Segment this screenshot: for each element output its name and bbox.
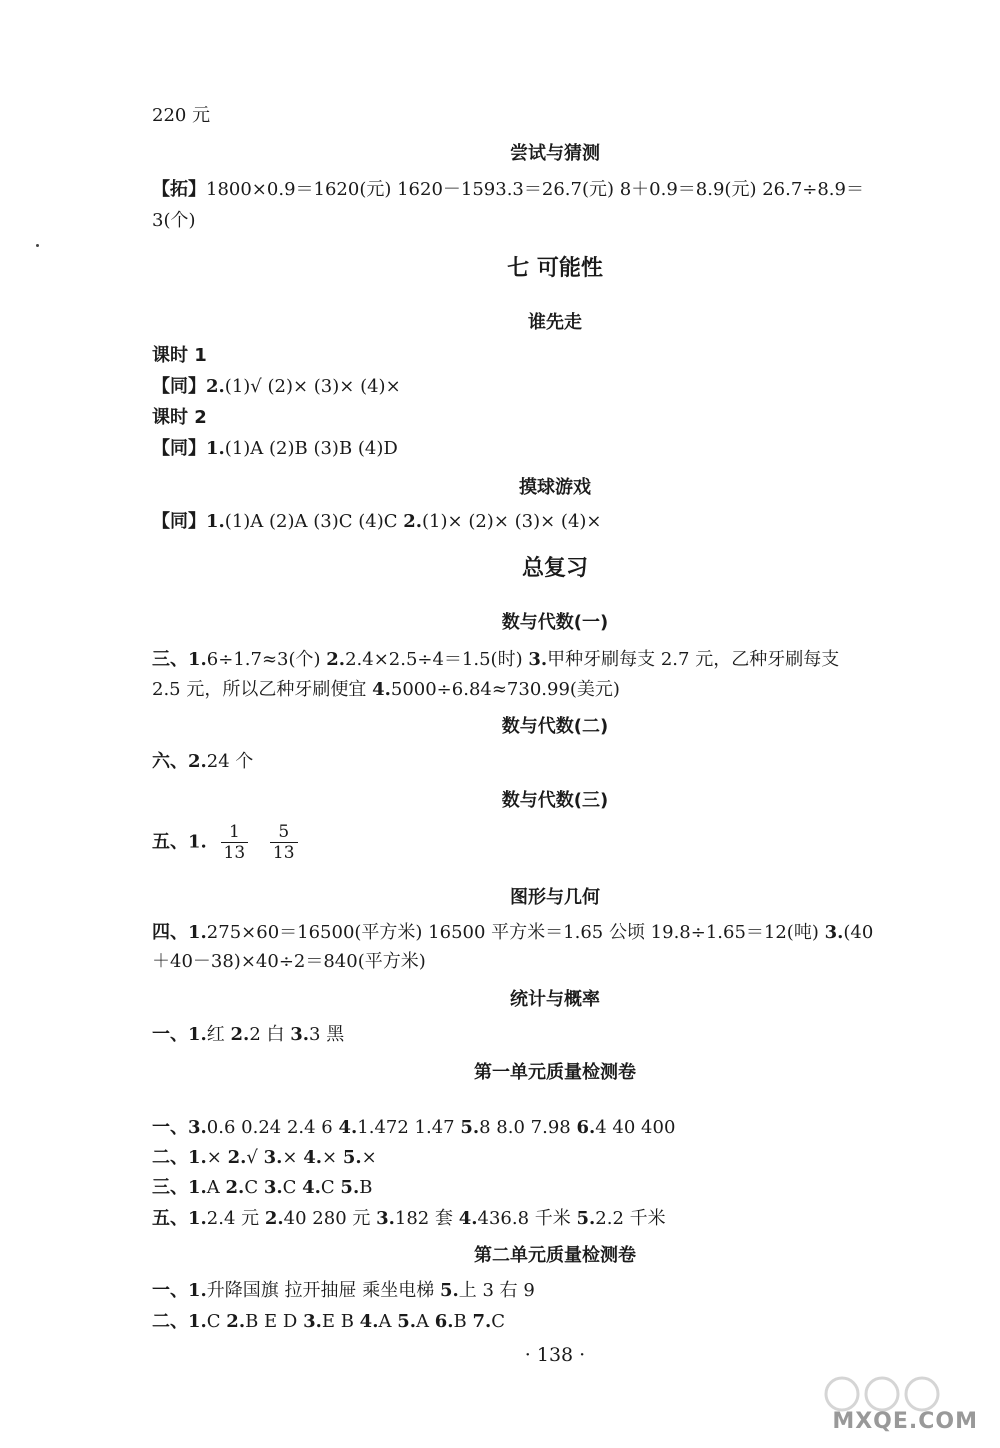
question-number: 4. [302,1177,321,1198]
answer-line [152,648,839,672]
answer-text: 2.4×2.5÷4＝1.5(时) [345,649,529,670]
answer-text: C [206,1311,227,1332]
question-number: 1. [206,438,225,459]
question-number: 6. [434,1311,454,1332]
answer-line [152,375,401,399]
question-number: 3. [824,922,844,943]
answer-line: 220 元 [152,105,211,126]
question-number: 三、1. [152,649,207,670]
answer-text: 40 280 元 [283,1208,377,1229]
answer-text: × [322,1147,343,1168]
question-number: 3. [528,649,548,670]
question-number: 2. [226,1311,246,1332]
question-number: 5. [342,1147,362,1168]
answer-text: 升降国旗 拉开抽屉 乘坐电梯 [206,1280,440,1301]
question-number: 2. [230,1024,250,1045]
answer-text: 2 白 [249,1024,291,1045]
lesson-label: 课时 2 [152,407,207,428]
question-number: 4. [372,679,391,700]
answer-text: C [282,1177,303,1198]
answer-text: B [359,1177,373,1198]
answer-text: B [453,1311,473,1332]
answer-text: C [244,1177,264,1198]
answer-line [152,1023,344,1047]
section-title: 摸球游戏 [519,477,591,498]
answer-text: E B [321,1311,360,1332]
answer-text: 3 黑 [309,1024,345,1045]
section-title: 数与代数(一) [501,612,609,633]
answer-text: C [320,1177,341,1198]
answer-text: × [361,1147,377,1168]
answer-text: 182 套 [394,1208,459,1229]
question-number: 2. [326,649,346,670]
question-number: 5. [340,1177,360,1198]
answer-text: × [282,1147,304,1168]
question-number: 四、1. [152,922,207,943]
question-number: 三、1. [152,1177,207,1198]
answer-text: √ [246,1147,264,1168]
answer-text: (40 [843,922,874,943]
answer-text: × [206,1147,228,1168]
page-number: · 138 · [524,1344,586,1366]
answer-text: 24 个 [206,751,254,772]
answer-line [152,750,253,774]
answer-text: 2.2 千米 [595,1208,666,1229]
watermark-text: MXQE.COM [832,1409,978,1434]
question-number: 3. [263,1177,283,1198]
answer-line [152,178,864,202]
answer-text: B E D [245,1311,304,1332]
question-number: 一、3. [152,1117,207,1138]
section-title: 第二单元质量检测卷 [474,1245,636,1266]
question-number: 5. [460,1117,480,1138]
answer-text: 红 [206,1024,231,1045]
answer-text: 6÷1.7≈3(个) [206,649,327,670]
section-title: 统计与概率 [510,989,600,1010]
answer-label: 【同】 [152,376,206,397]
question-number: 4. [338,1117,358,1138]
answer-line [152,678,620,702]
answer-line [152,1176,372,1200]
section-title: 谁先走 [528,312,582,333]
answer-line [152,510,602,534]
answer-text: 1800×0.9＝1620(元) 1620－1593.3＝26.7(元) 8＋0.9＝8.9(元) 26.7÷8.9＝ [206,179,864,200]
section-title: 数与代数(二) [501,716,609,737]
fraction-numerator: 1 [221,822,249,843]
answer-text: 1.472 1.47 [357,1117,461,1138]
answer-line [152,1116,675,1140]
answer-label: 【同】 [152,511,206,532]
fraction-denominator: 13 [272,843,295,863]
fraction [221,822,249,863]
answer-line [152,1207,666,1231]
answer-text: 甲种牙刷每支 2.7 元，乙种牙刷每支 [547,649,840,670]
question-number: 一、1. [152,1024,207,1045]
answer-label: 【同】 [152,438,206,459]
answer-text: 4 40 400 [595,1117,676,1138]
question-number: 4. [458,1208,478,1229]
lesson-label: 课时 1 [152,345,207,366]
answer-line [152,822,306,863]
answer-text: A [378,1311,398,1332]
answer-text: 2.5 元，所以乙种牙刷便宜 [152,679,373,700]
fraction-numerator: 5 [270,822,298,843]
question-number: 3. [263,1147,283,1168]
question-number: 4. [359,1311,379,1332]
chapter-title: 七 可能性 [507,256,603,281]
question-number: 六、2. [152,751,207,772]
answer-text: (1)√ (2)× (3)× (4)× [224,376,401,397]
answer-line: ＋40－38)×40÷2＝840(平方米) [152,951,426,972]
question-number: 3. [303,1311,322,1332]
answer-text: C [491,1311,506,1332]
question-number: 5. [397,1311,416,1332]
question-number: 7. [472,1311,492,1332]
question-number: 4. [303,1147,323,1168]
answer-text: 8 8.0 7.98 [479,1117,577,1138]
question-number: 2. [227,1147,247,1168]
section-title: 第一单元质量检测卷 [474,1062,636,1083]
answer-text: A [206,1177,226,1198]
section-title: 图形与几何 [510,887,600,908]
answer-text: (1)A (2)A (3)C (4)C [224,511,404,532]
section-title: 尝试与猜测 [510,143,600,164]
fraction [270,822,298,863]
question-number: 6. [576,1117,596,1138]
answer-line [152,437,398,461]
question-number: 2. [225,1177,245,1198]
answer-text: 436.8 千米 [477,1208,577,1229]
question-number: 五、1. [152,831,207,853]
chapter-title: 总复习 [521,556,588,581]
question-number: 2. [264,1208,284,1229]
question-number: 二、1. [152,1311,207,1332]
answer-text: A [416,1311,435,1332]
question-number: 3. [290,1024,310,1045]
answer-text: 5000÷6.84≈730.99(美元) [390,679,620,700]
question-number: 五、1. [152,1208,207,1229]
speck [36,244,39,247]
question-number: 2. [206,376,225,397]
answer-label: 【拓】 [152,179,206,200]
question-number: 5. [576,1208,596,1229]
question-number: 二、1. [152,1147,207,1168]
answer-line [152,1279,535,1303]
answer-line: 3(个) [152,210,196,231]
question-number: 2. [403,511,423,532]
question-number: 5. [439,1280,459,1301]
answer-text: 上 3 右 9 [458,1280,535,1301]
question-number: 3. [376,1208,395,1229]
section-title: 数与代数(三) [501,790,609,811]
fraction-denominator: 13 [223,843,246,863]
answer-line [152,921,873,945]
answer-text: 2.4 元 [206,1208,265,1229]
answer-text: 0.6 0.24 2.4 6 [206,1117,339,1138]
answer-line [152,1310,505,1334]
answer-text: (1)A (2)B (3)B (4)D [224,438,398,459]
answer-line [152,1146,377,1170]
question-number: 1. [206,511,225,532]
question-number: 一、1. [152,1280,207,1301]
answer-text: (1)× (2)× (3)× (4)× [422,511,602,532]
answer-text: 275×60＝16500(平方米) 16500 平方米＝1.65 公顷 19.8÷1.65＝12(吨) [206,922,825,943]
